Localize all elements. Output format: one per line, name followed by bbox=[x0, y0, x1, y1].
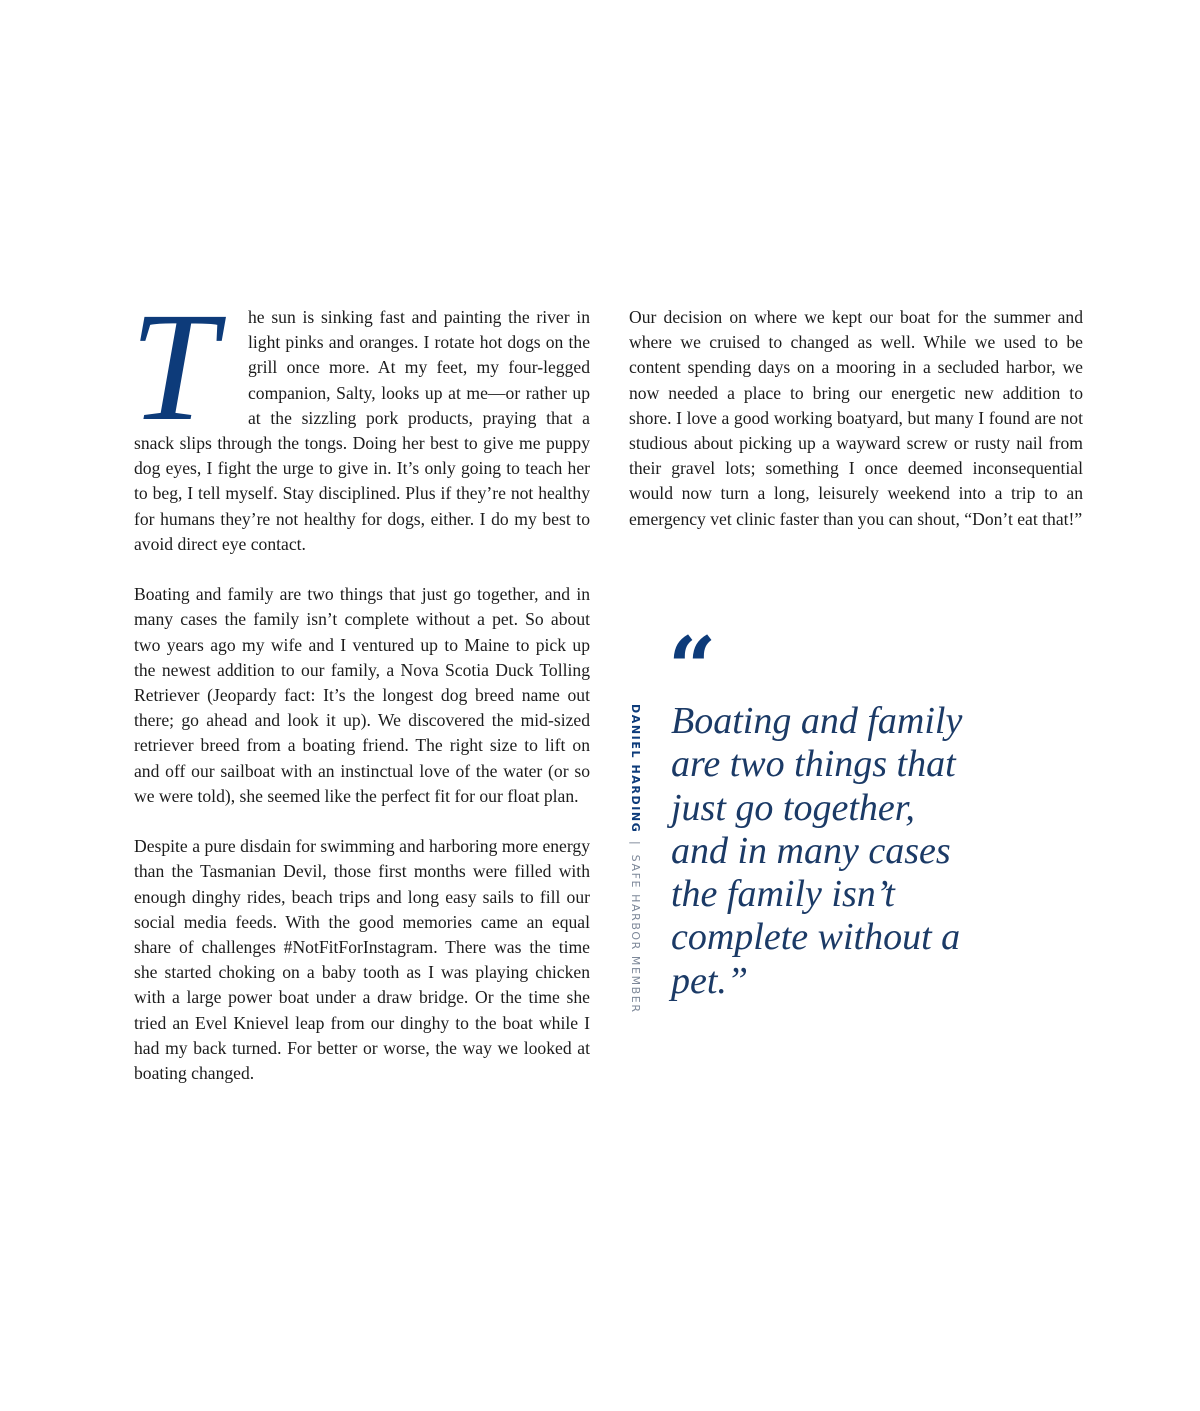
drop-cap: T bbox=[130, 280, 217, 453]
quote-mark-icon: “ bbox=[668, 618, 717, 717]
byline-separator: | bbox=[629, 841, 642, 847]
pull-quote: Boating and family are two things that just go together, and in many cases the family isn’t complete without a pet.” bbox=[671, 700, 963, 1002]
article-paragraph-2: Boating and family are two things that just go together, and in many cases the family isn’t complete without a pet. So about two years ago my wife and I ventured up to Maine to pick up the newest addition to our family, a Nova Scotia Duck Tolling Retriever (Jeopardy fact: It’s the longest dog breed name out there; go ahead and look it up). We discovered the mid-sized retriever breed from a boating friend. The right size to lift on and off our sailboat with an instinctual love of the water (or so we were told), she seemed like the perfect fit for our float plan. bbox=[134, 584, 590, 806]
article-paragraph-3: Despite a pure disdain for swimming and harboring more energy than the Tasmanian Devil, those first months were filled with enough dinghy rides, beach trips and long easy sails to fill our social media feeds. With the good memories came an equal share of challenges #NotFitForInstagram. There was the time she started choking on a baby tooth as I was playing chicken with a large power boat under a draw bridge. Or the time she tried an Evel Knievel leap from our dinghy to the boat while I had my back turned. For better or worse, the way we looked at boating changed. bbox=[134, 836, 590, 1084]
author-byline bbox=[629, 704, 642, 1014]
article-paragraph-1 bbox=[130, 280, 590, 557]
paragraph-1-text: he sun is sinking fast and painting the river in light pinks and oranges. I rotate hot dogs on the grill once more. At my feet, my four-legged companion, Salty, looks up at me—or rather up at the sizzling pork products, praying that a snack slips through the tongs. Doing her best to give me puppy dog eyes, I fight the urge to give in. It’s only going to teach her to beg, I tell myself. Stay disciplined. Plus if they’re not healthy for humans they’re not healthy for dogs, either. I do my best to avoid direct eye contact. bbox=[134, 307, 590, 554]
author-name: DANIEL HARDING bbox=[629, 704, 642, 834]
article-left-column bbox=[130, 280, 590, 1111]
article-right-column bbox=[629, 305, 1083, 557]
author-role: SAFE HARBOR MEMBER bbox=[629, 854, 642, 1014]
article-paragraph-4: Our decision on where we kept our boat for the summer and where we cruised to changed as well. While we used to be content spending days on a mooring in a secluded harbor, we now needed a place to bring our energetic new addition to shore. I love a good working boatyard, but many I found are not studious about picking up a wayward screw or rusty nail from their gravel lots; something I once deemed inconsequential would now turn a long, leisurely weekend into a trip to an emergency vet clinic faster than you can shout, “Don’t eat that!” bbox=[629, 307, 1083, 529]
